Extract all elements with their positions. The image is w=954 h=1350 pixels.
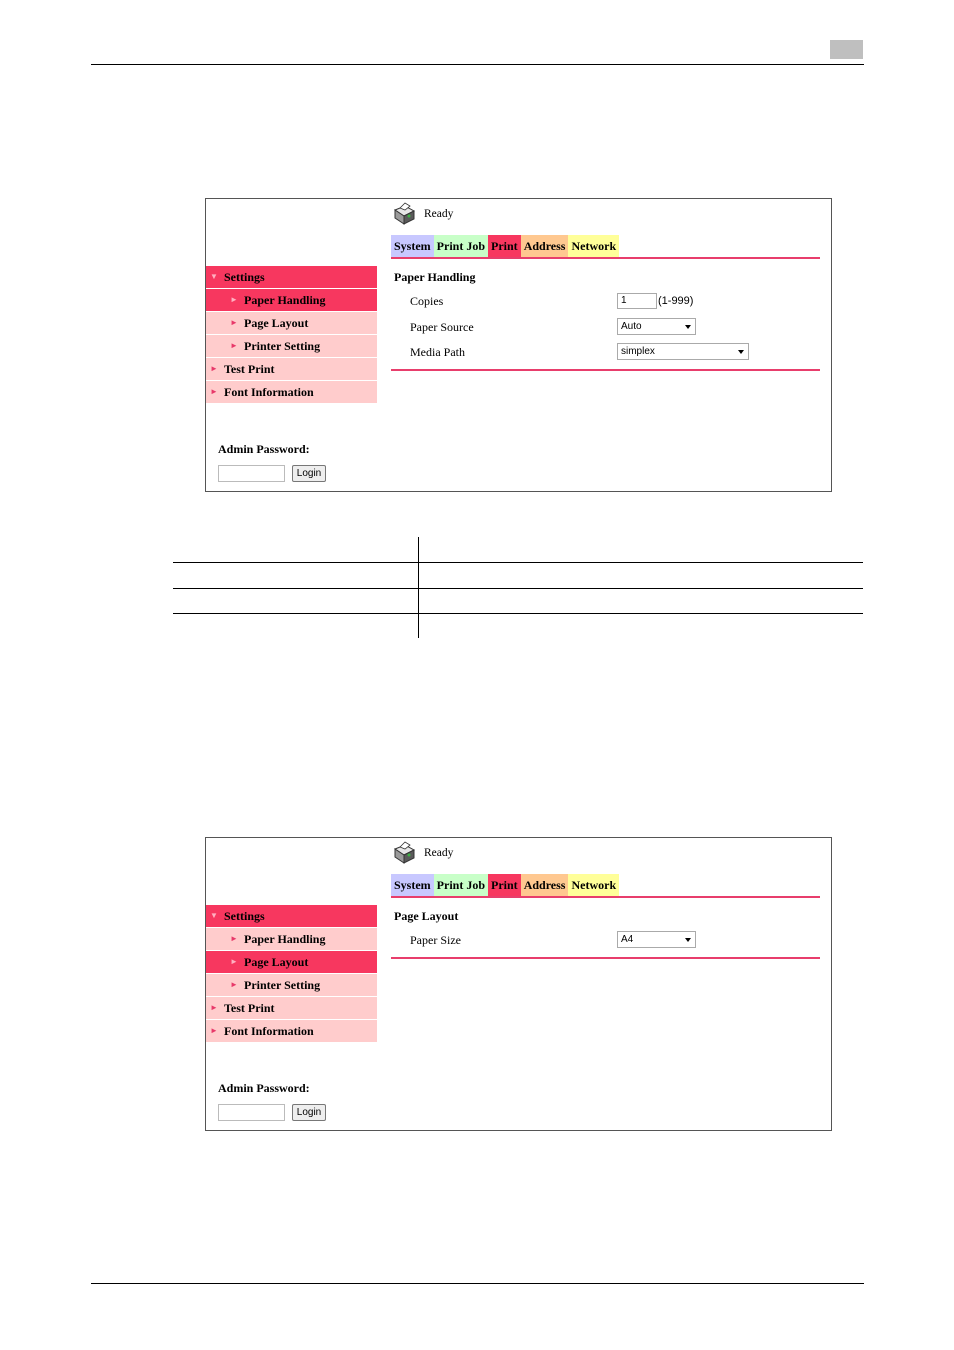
sidebar-item-label: Page Layout [244,316,309,330]
tab-print-job[interactable]: Print Job [434,874,488,896]
sidebar-item-label: Paper Handling [244,293,326,307]
sidebar-item-label: Settings [224,270,265,284]
page-number-box [830,40,863,59]
tab-network[interactable]: Network [568,874,619,896]
screenshot-page-layout [205,837,832,1131]
sidebar-item-label: Settings [224,909,265,923]
tab-system[interactable]: System [391,874,434,896]
top-tabs [391,235,619,257]
printer-status [392,201,453,227]
tab-print-job[interactable]: Print Job [434,235,488,257]
top-tabs [391,874,619,896]
admin-password-label: Admin Password: [218,1081,310,1095]
chevron-right-icon: ► [230,341,238,350]
login-button[interactable]: Login [292,465,326,482]
admin-password-input[interactable] [218,465,285,482]
paper-size-select[interactable] [617,931,696,948]
sidebar-item-font-information[interactable] [206,381,377,403]
tab-underline [391,896,820,898]
table-row-divider [173,588,863,589]
chevron-right-icon: ► [230,934,238,943]
copies-label: Copies [410,294,444,308]
sidebar-item-label: Paper Handling [244,932,326,946]
chevron-right-icon: ► [210,364,218,373]
chevron-down-icon [685,938,691,942]
chevron-right-icon: ► [230,957,238,966]
sidebar-item-test-print[interactable] [206,358,377,380]
sidebar-item-printer-setting[interactable] [206,335,377,357]
sidebar-item-font-information[interactable] [206,1020,377,1042]
chevron-down-icon: ▼ [210,911,218,920]
sidebar-item-printer-setting[interactable] [206,974,377,996]
tab-print[interactable]: Print [488,874,521,896]
content-divider [391,957,820,959]
status-text: Ready [424,208,454,220]
tab-underline [391,257,820,259]
content-divider [391,369,820,371]
chevron-right-icon: ► [230,980,238,989]
paper-source-select[interactable] [617,318,696,335]
chevron-right-icon: ► [210,387,218,396]
printer-status [392,840,453,866]
chevron-right-icon: ► [210,1003,218,1012]
chevron-down-icon: ▼ [210,272,218,281]
media-path-select[interactable] [617,343,749,360]
paper-size-label: Paper Size [410,933,461,947]
tab-network[interactable]: Network [568,235,619,257]
screenshot-paper-handling [205,198,832,492]
sidebar-menu [206,905,377,1043]
tab-address[interactable]: Address [521,874,569,896]
paper-source-label: Paper Source [410,320,474,334]
content-title: Paper Handling [394,270,476,284]
table-row-divider [173,613,863,614]
sidebar-item-label: Printer Setting [244,339,321,353]
media-path-value: simplex [621,346,655,357]
paper-size-value: A4 [621,934,634,945]
admin-password-label: Admin Password: [218,442,310,456]
sidebar-item-page-layout[interactable] [206,951,377,973]
sidebar-item-test-print[interactable] [206,997,377,1019]
sidebar-item-label: Font Information [224,1024,314,1038]
chevron-down-icon [685,325,691,329]
printer-icon [392,202,416,226]
header-rule [91,64,864,65]
table-column-divider [418,537,419,638]
sidebar-item-label: Test Print [224,362,275,376]
sidebar-item-page-layout[interactable] [206,312,377,334]
media-path-label: Media Path [410,345,465,359]
sidebar-item-paper-handling[interactable] [206,928,377,950]
sidebar-item-label: Page Layout [244,955,309,969]
copies-range: (1-999) [658,295,694,307]
sidebar-item-label: Printer Setting [244,978,321,992]
copies-input[interactable]: 1 [617,293,657,309]
sidebar-item-label: Font Information [224,385,314,399]
footer-rule [91,1283,864,1284]
chevron-down-icon [738,350,744,354]
sidebar-item-label: Test Print [224,1001,275,1015]
sidebar-item-settings[interactable] [206,266,377,288]
chevron-right-icon: ► [230,295,238,304]
content-title: Page Layout [394,909,459,923]
login-button[interactable]: Login [292,1104,326,1121]
sidebar-menu [206,266,377,404]
tab-print[interactable]: Print [488,235,521,257]
tab-address[interactable]: Address [521,235,569,257]
admin-password-input[interactable] [218,1104,285,1121]
paper-source-value: Auto [621,321,642,332]
chevron-right-icon: ► [210,1026,218,1035]
sidebar-item-settings[interactable] [206,905,377,927]
tab-system[interactable]: System [391,235,434,257]
chevron-right-icon: ► [230,318,238,327]
printer-icon [392,841,416,865]
status-text: Ready [424,847,454,859]
sidebar-item-paper-handling[interactable] [206,289,377,311]
table-row-divider [173,562,863,563]
